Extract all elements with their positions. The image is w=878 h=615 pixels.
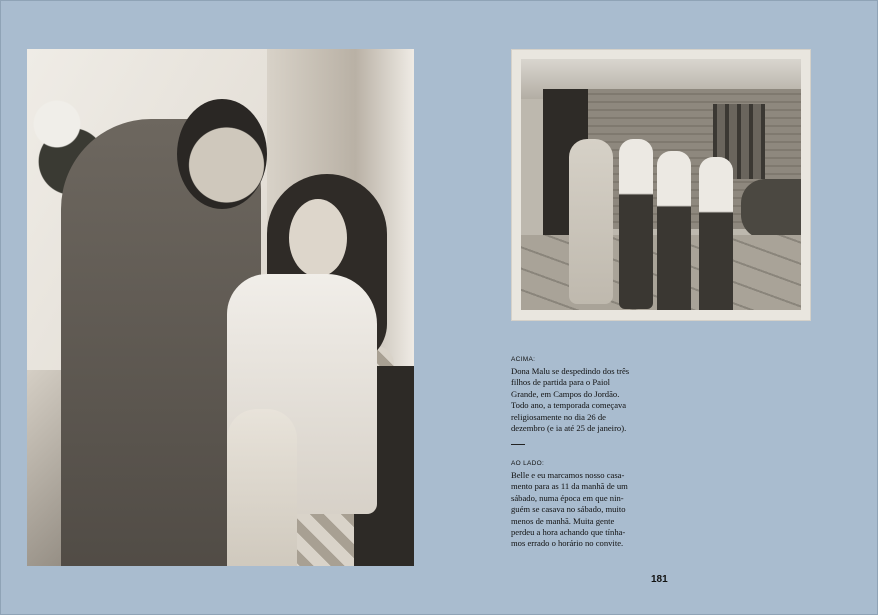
- caption-acima-text: [511, 366, 651, 434]
- caption-line: Dona Malu se despedindo dos três: [511, 366, 630, 376]
- caption-line: perdeu a hora achando que tínha-: [511, 527, 626, 538]
- photo-son-1: [619, 139, 653, 309]
- caption-line: guém se casava no sábado, muito: [511, 504, 626, 515]
- family-photo-frame: [511, 49, 811, 321]
- photo-bush: [741, 179, 801, 239]
- photo-mother: [569, 139, 613, 304]
- caption-line: Belle e eu marcamos nosso casa-: [511, 470, 625, 480]
- caption-line: menos de manhã. Muita gente: [511, 515, 615, 526]
- photo-son-3: [699, 157, 733, 310]
- caption-line: mento para as 11 da manhã de um: [511, 481, 628, 492]
- caption-line: filhos de partida para o Paiol: [511, 377, 611, 388]
- photo-son-2: [657, 151, 691, 310]
- page-number: 181: [651, 574, 668, 585]
- caption-ao-lado-text: [511, 470, 651, 550]
- caption-ao-lado-label: AO LADO:: [511, 460, 545, 467]
- caption-line: Grande, em Campos do Jordão.: [511, 388, 620, 399]
- caption-divider: [511, 444, 525, 445]
- caption-acima-label: ACIMA:: [511, 356, 536, 363]
- caption-line: sábado, numa época em que nin-: [511, 492, 624, 503]
- caption-line: mos errado o horário no convite.: [511, 538, 624, 549]
- family-photo: [521, 59, 801, 310]
- photo-woman-face: [289, 199, 347, 277]
- couple-photo: [27, 49, 414, 566]
- photo-man-head: [177, 99, 267, 209]
- caption-line: Todo ano, a temporada começava: [511, 400, 627, 411]
- caption-line: religiosamente no dia 26 de: [511, 411, 606, 422]
- caption-line: dezembro (e ia até 25 de janeiro).: [511, 423, 627, 434]
- photo-woman-legs: [227, 409, 297, 566]
